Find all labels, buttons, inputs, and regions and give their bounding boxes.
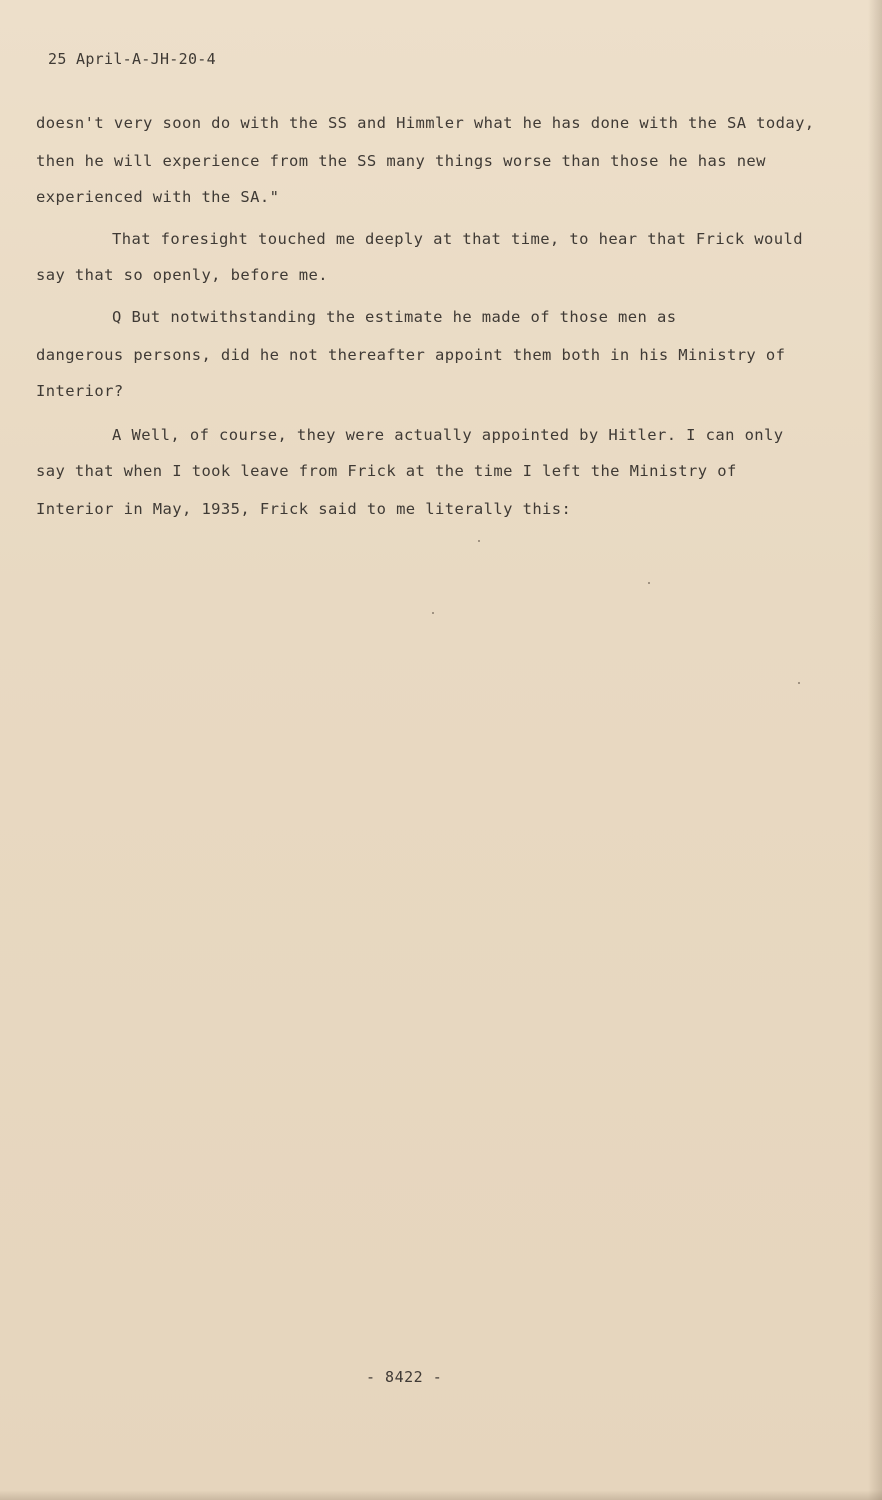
question-line-3: Interior?: [36, 382, 124, 400]
question-line-1: Q But notwithstanding the estimate he made of those men as: [112, 308, 677, 326]
answer-line-2: say that when I took leave from Frick at the time I left the Ministry of: [36, 462, 737, 480]
paper-speck: [432, 612, 434, 614]
document-reference: 25 April-A-JH-20-4: [48, 50, 216, 68]
answer-line-3: Interior in May, 1935, Frick said to me literally this:: [36, 500, 572, 518]
text-line-5: say that so openly, before me.: [36, 266, 328, 284]
text-line-4: That foresight touched me deeply at that time, to hear that Frick would: [112, 230, 803, 248]
answer-line-1: A Well, of course, they were actually appointed by Hitler. I can only: [112, 426, 784, 444]
paper-speck: [798, 682, 800, 684]
page-bottom-shadow: [0, 1490, 882, 1500]
text-line-2: then he will experience from the SS many things worse than those he has new: [36, 152, 766, 170]
text-line-3: experienced with the SA.": [36, 188, 280, 206]
page-number: - 8422 -: [366, 1368, 443, 1386]
text-line-1: doesn't very soon do with the SS and Himmler what he has done with the SA today,: [36, 114, 815, 132]
paper-speck: [478, 540, 480, 542]
page-edge-shadow: [868, 0, 882, 1500]
paper-speck: [648, 582, 650, 584]
question-line-2: dangerous persons, did he not thereafter appoint them both in his Ministry of: [36, 346, 786, 364]
